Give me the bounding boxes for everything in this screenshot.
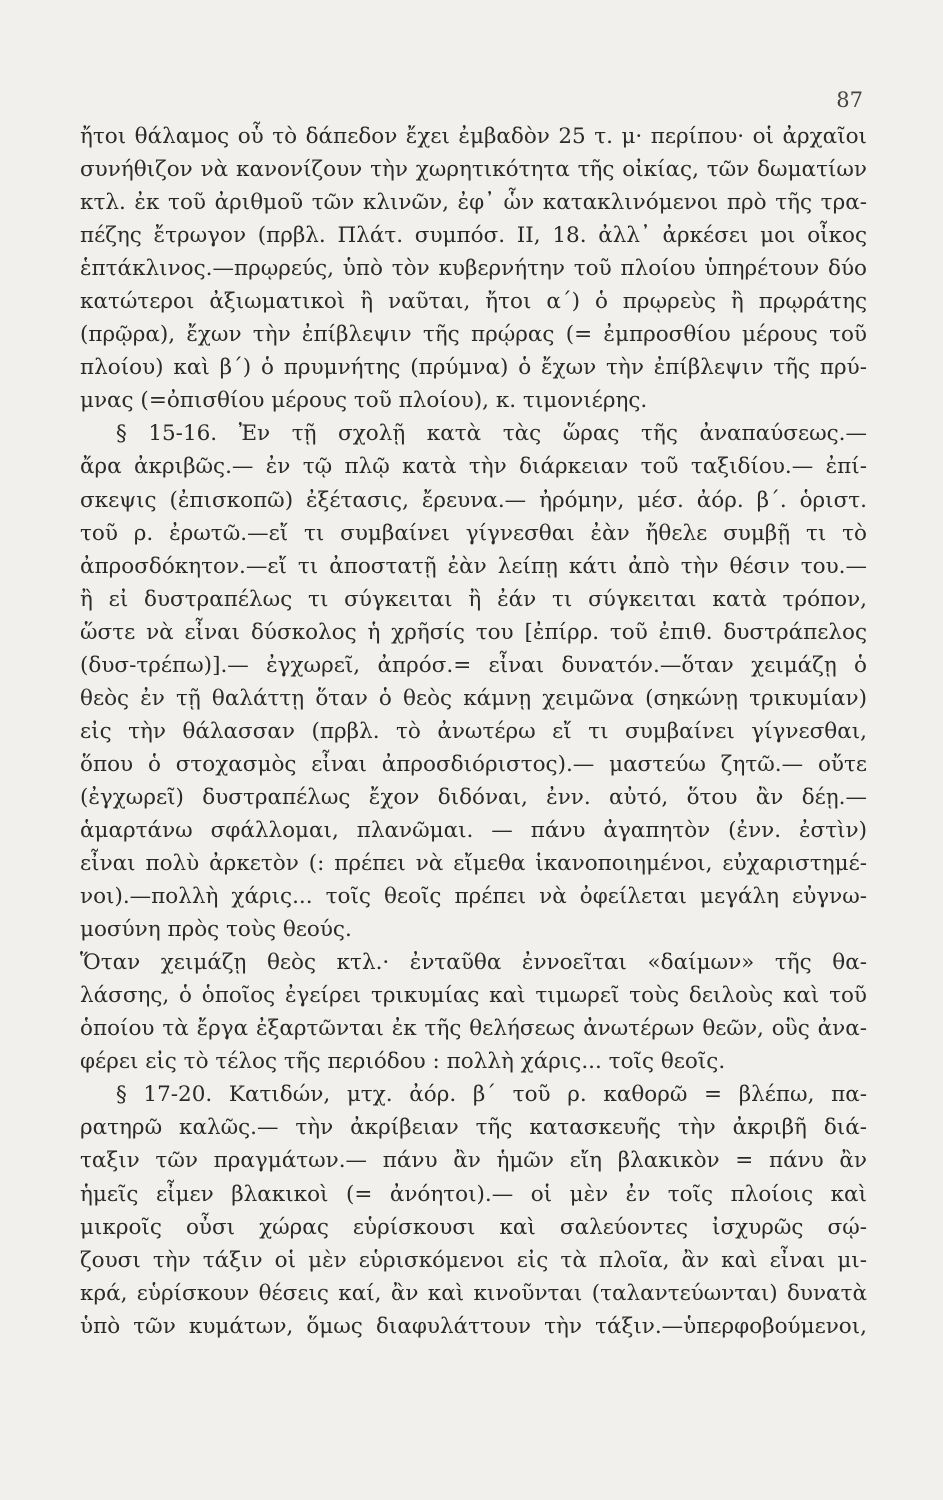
text-line: μικροῖς οὖσι χώρας εὑρίσκουσι καὶ σαλεύοντες ἰσχυρῶς σῴ- [80, 1214, 867, 1240]
text-line: κρά, εὑρίσκουν θέσεις καί, ἂν καὶ κινοῦνται (ταλαντεύωνται) δυνατὰ [80, 1280, 867, 1306]
text-line: συνήθιζον νὰ κανονίζουν τὴν χωρητικότητα τῆς οἰκίας, τῶν δωματίων [80, 157, 867, 183]
text-line: κατώτεροι ἀξιωματικοὶ ἢ ναῦται, ἤτοι α΄) ὁ πρῳρεὺς ἢ πρῳράτης [80, 289, 867, 315]
text-line: ὁποίου τὰ ἔργα ἐξαρτῶνται ἐκ τῆς θελήσεως ἀνωτέρων θεῶν, οὓς ἀνα- [80, 1016, 867, 1042]
text-line: μοσύνη πρὸς τοὺς θεούς. [80, 917, 352, 943]
text-line: (πρῷρα), ἔχων τὴν ἐπίβλεψιν τῆς πρῴρας (= ἐμπροσθίου μέρους τοῦ [80, 322, 867, 348]
text-line: σκεψις (ἐπισκοπῶ) ἐξέτασις, ἔρευνα.— ἠρόμην, μέσ. ἀόρ. β΄. ὁριστ. [80, 487, 867, 513]
text-line: ἢ εἰ δυστραπέλως τι σύγκειται ἢ ἐάν τι σύγκειται κατὰ τρόπον, [80, 586, 867, 612]
text-line: ὅπου ὁ στοχασμὸς εἶναι ἀπροσδιόριστος).— μαστεύω ζητῶ.— οὔτε [80, 751, 867, 777]
text-line: ζουσι τὴν τάξιν οἱ μὲν εὑρισκόμενοι εἰς τὰ πλοῖα, ἂν καὶ εἶναι μι- [80, 1247, 867, 1273]
text-line: § 17-20. Κατιδών, μτχ. ἀόρ. β΄ τοῦ ρ. καθορῶ = βλέπω, πα- [116, 1082, 867, 1108]
text-line: τοῦ ρ. ἐρωτῶ.—εἴ τι συμβαίνει γίγνεσθαι ἐὰν ἤθελε συμβῇ τι τὸ [80, 520, 867, 546]
text-line: § 15-16. Ἐν τῇ σχολῇ κατὰ τὰς ὥρας τῆς ἀναπαύσεως.— [116, 421, 867, 447]
text-line: ἤτοι θάλαμος οὗ τὸ δάπεδον ἔχει ἐμβαδὸν 25 τ. μ· περίπου· οἱ ἀρχαῖοι [80, 124, 867, 149]
page-number: 87 [836, 88, 863, 112]
text-line: μνας (=ὀπισθίου μέρους τοῦ πλοίου), κ. τιμονιέρης. [80, 388, 648, 414]
text-line: Ὅταν χειμάζῃ θεὸς κτλ.· ἐνταῦθα ἐννοεῖται «δαίμων» τῆς θα- [80, 950, 867, 976]
text-line: πέζης ἔτρωγον (πρβλ. Πλάτ. συμπόσ. II, 18. ἀλλ᾽ ἀρκέσει μοι οἶκος [80, 223, 867, 249]
text-line: ἑπτάκλινος.—πρῳρεύς, ὑπὸ τὸν κυβερνήτην τοῦ πλοίου ὑπηρέτουν δύο [80, 256, 867, 282]
text-line: θεὸς ἐν τῇ θαλάττῃ ὅταν ὁ θεὸς κάμνῃ χειμῶνα (σηκώνῃ τρικυμίαν) [80, 685, 867, 711]
text-line: (ἐγχωρεῖ) δυστραπέλως ἔχον διδόναι, ἐνν. αὐτό, ὅτου ἂν δέῃ.— [80, 784, 867, 810]
text-line: φέρει εἰς τὸ τέλος τῆς περιόδου : πολλὴ χάρις... τοῖς θεοῖς. [80, 1049, 726, 1075]
text-line: νοι).—πολλὴ χάρις... τοῖς θεοῖς πρέπει νὰ ὀφείλεται μεγάλη εὐγνω- [80, 884, 867, 910]
text-line: εἶναι πολὺ ἀρκετὸν (: πρέπει νὰ εἴμεθα ἱκανοποιημένοι, εὐχαριστημέ- [80, 851, 867, 877]
text-line: ἁμαρτάνω σφάλλομαι, πλανῶμαι. — πάνυ ἀγαπητὸν (ἐνν. ἐστὶν) [80, 817, 867, 843]
text-line: ρατηρῶ καλῶς.— τὴν ἀκρίβειαν τῆς κατασκευῆς τὴν ἀκριβῆ διά- [80, 1115, 867, 1141]
text-line: λάσσης, ὁ ὁποῖος ἐγείρει τρικυμίας καὶ τιμωρεῖ τοὺς δειλοὺς καὶ τοῦ [80, 983, 867, 1009]
text-line: ἀπροσδόκητον.—εἴ τι ἀποστατῇ ἐὰν λείπῃ κάτι ἀπὸ τὴν θέσιν του.— [80, 553, 867, 579]
text-line: εἰς τὴν θάλασσαν (πρβλ. τὸ ἀνωτέρω εἴ τι συμβαίνει γίγνεσθαι, [80, 718, 867, 744]
text-line: ἄρα ἀκριβῶς.— ἐν τῷ πλῷ κατὰ τὴν διάρκειαν τοῦ ταξιδίου.— ἐπί- [80, 454, 867, 480]
text-line: ἡμεῖς εἶμεν βλακικοὶ (= ἀνόητοι).— οἱ μὲν ἐν τοῖς πλοίοις καὶ [80, 1181, 867, 1207]
text-line: ὥστε νὰ εἶναι δύσκολος ἡ χρῆσίς του [ἐπίρρ. τοῦ ἐπιθ. δυστράπελος [80, 619, 867, 645]
body-text [80, 120, 867, 1343]
text-line: ὑπὸ τῶν κυμάτων, ὅμως διαφυλάττουν τὴν τάξιν.—ὑπερφοβούμενοι, [80, 1313, 867, 1339]
text-line: κτλ. ἐκ τοῦ ἀριθμοῦ τῶν κλινῶν, ἐφ᾽ ὧν κατακλινόμενοι πρὸ τῆς τρα- [80, 190, 867, 216]
text-line: πλοίου) καὶ β΄) ὁ πρυμνήτης (πρύμνα) ὁ ἔχων τὴν ἐπίβλεψιν τῆς πρύ- [80, 355, 867, 381]
text-line: (δυσ-τρέπω)].— ἐγχωρεῖ, ἀπρόσ.= εἶναι δυνατόν.—ὅταν χειμάζῃ ὁ [80, 652, 867, 678]
text-line: ταξιν τῶν πραγμάτων.— πάνυ ἂν ἡμῶν εἴη βλακικὸν = πάνυ ἂν [80, 1148, 867, 1174]
